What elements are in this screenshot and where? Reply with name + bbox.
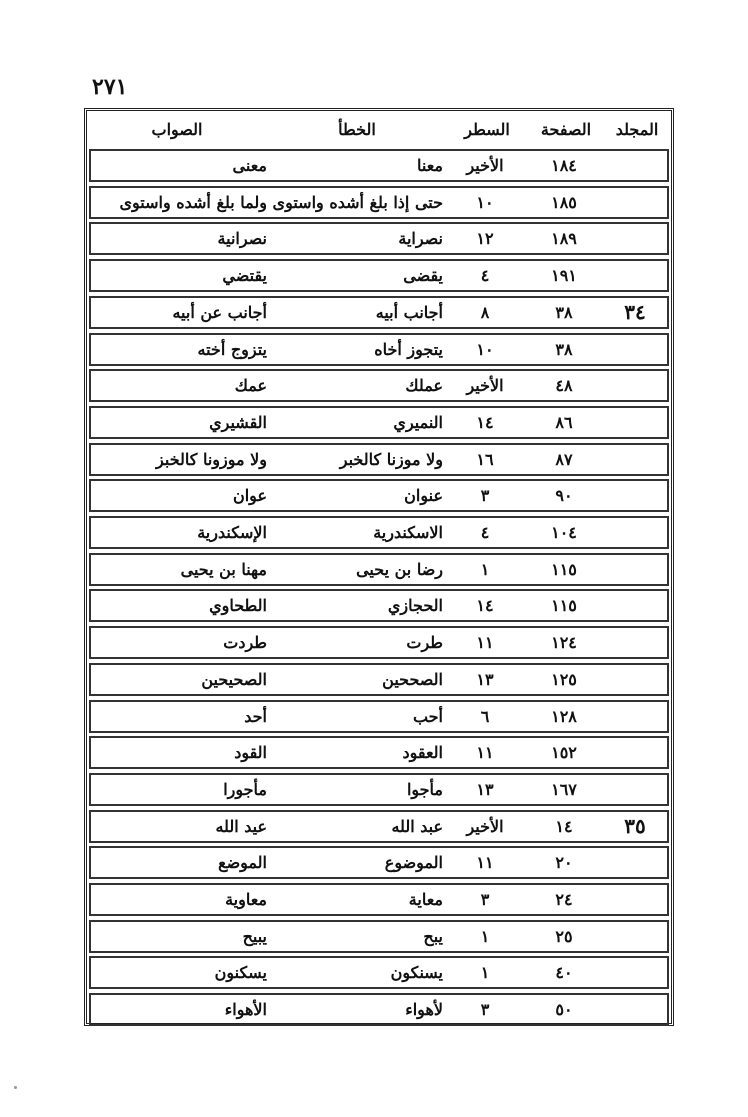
- cell-page: ٣٨: [555, 302, 573, 322]
- table-row: [89, 296, 669, 329]
- table-header-row: [89, 113, 669, 146]
- cell-volume: [603, 445, 667, 474]
- cell-line: ٣: [480, 486, 490, 506]
- errata-table: [84, 108, 674, 1026]
- cell-volume: [603, 261, 667, 290]
- table-row: [89, 259, 669, 292]
- cell-line: الأخير: [466, 816, 504, 836]
- cell-correct: ولا موزونا كالخبز: [156, 449, 267, 469]
- cell-correct: مأجورا: [223, 779, 267, 799]
- cell-page: ١٢٨: [551, 706, 577, 726]
- cell-page: ١٠٤: [551, 523, 577, 542]
- cell-wrong: عملك: [405, 376, 443, 396]
- cell-wrong: حتى إذا بلغ أشده واستوى: [272, 192, 443, 212]
- cell-page: ١٨٤: [551, 156, 577, 175]
- cell-correct: الأهواء: [224, 1000, 267, 1020]
- cell-page: ١٤: [555, 816, 573, 836]
- cell-wrong: يسنكون: [390, 963, 443, 983]
- cell-volume: ٣٤: [624, 300, 646, 325]
- cell-correct: معاوية: [225, 890, 267, 909]
- cell-volume: ٣٥: [624, 814, 646, 839]
- cell-page: ٣٨: [555, 339, 573, 359]
- cell-volume: [603, 408, 667, 437]
- cell-wrong: الحجازي: [387, 596, 443, 616]
- cell-line: ١٢: [476, 229, 494, 249]
- cell-correct: عيد الله: [215, 816, 267, 836]
- cell-line: ١: [480, 559, 490, 579]
- cell-volume: [603, 151, 667, 180]
- cell-wrong: يقضى: [403, 266, 443, 286]
- cell-line: ١: [480, 926, 490, 946]
- cell-page: ١٨٥: [551, 192, 577, 212]
- cell-correct: طردت: [223, 633, 267, 653]
- table-row: [89, 700, 669, 733]
- cell-volume: [603, 995, 667, 1024]
- cell-correct: الموضع: [218, 853, 267, 873]
- cell-line: ١٠: [476, 192, 494, 212]
- cell-line: ١٣: [476, 779, 494, 799]
- cell-volume: [603, 481, 667, 510]
- cell-line: ١٣: [476, 669, 494, 689]
- header-wrong: الخطأ: [338, 120, 376, 139]
- cell-correct: يسكنون: [214, 963, 267, 983]
- cell-page: ٤٨: [555, 376, 573, 396]
- cell-volume: [603, 591, 667, 620]
- cell-line: ١٦: [476, 449, 494, 469]
- cell-line: ١٤: [476, 596, 494, 616]
- cell-volume: [603, 885, 667, 914]
- cell-correct: ولما بلغ أشده واستوى: [119, 192, 267, 212]
- table-row: [89, 663, 669, 696]
- cell-volume: [603, 702, 667, 731]
- table-row: [89, 222, 669, 255]
- cell-line: ١٤: [476, 412, 494, 432]
- cell-page: ١١٥: [551, 596, 577, 616]
- cell-wrong: عبد الله: [391, 816, 443, 836]
- cell-line: ١١: [476, 853, 494, 873]
- cell-line: ١١: [476, 633, 494, 653]
- header-correct: الصواب: [151, 120, 203, 139]
- cell-page: ١٦٧: [551, 779, 577, 799]
- table-row: [89, 333, 669, 366]
- cell-line: ٤: [480, 266, 490, 286]
- cell-volume: [603, 335, 667, 364]
- table-row: [89, 149, 669, 182]
- cell-correct: يقتضي: [222, 266, 267, 286]
- table-row: [89, 993, 669, 1026]
- cell-line: ١١: [476, 743, 494, 763]
- cell-wrong: رضا بن يحيى: [356, 559, 443, 579]
- header-page: الصفحة: [540, 120, 592, 139]
- table-row: [89, 810, 669, 843]
- cell-line: ٣: [480, 1000, 490, 1020]
- cell-volume: [603, 848, 667, 877]
- cell-correct: عوان: [232, 486, 267, 506]
- cell-wrong: مأجوا: [406, 779, 443, 799]
- cell-line: الأخير: [466, 156, 504, 175]
- header-volume: المجلد: [615, 120, 659, 139]
- cell-line: الأخير: [466, 376, 504, 396]
- cell-page: ١٨٩: [551, 229, 577, 249]
- cell-wrong: معاية: [408, 890, 443, 909]
- cell-volume: [603, 555, 667, 584]
- cell-line: ٨: [480, 302, 490, 322]
- cell-wrong: الصححين: [382, 669, 443, 689]
- cell-wrong: عنوان: [404, 486, 443, 506]
- cell-volume: [603, 188, 667, 217]
- cell-wrong: طرت: [406, 633, 443, 653]
- header-line: السطر: [464, 120, 510, 139]
- table-row: [89, 479, 669, 512]
- cell-correct: الصحيحين: [201, 669, 267, 689]
- table-row: [89, 883, 669, 916]
- cell-volume: [603, 665, 667, 694]
- cell-volume: [603, 922, 667, 951]
- table-row: [89, 956, 669, 989]
- cell-volume: [603, 775, 667, 804]
- table-row: [89, 369, 669, 402]
- cell-page: ٢٤: [555, 890, 573, 909]
- cell-wrong: نصراية: [398, 229, 443, 249]
- table-row: [89, 736, 669, 769]
- cell-wrong: يبح: [423, 926, 443, 946]
- cell-page: ١٥٢: [551, 743, 577, 763]
- scan-dot: [14, 1086, 17, 1089]
- cell-correct: نصرانية: [217, 229, 267, 249]
- cell-wrong: العقود: [402, 743, 443, 763]
- cell-wrong: النميري: [393, 412, 443, 432]
- cell-correct: يتزوج أخته: [197, 339, 267, 359]
- cell-volume: [603, 224, 667, 253]
- table-row: [89, 516, 669, 549]
- cell-correct: يبيح: [242, 926, 267, 946]
- cell-page: ١٩١: [551, 266, 577, 286]
- page-number: ٢٧١: [92, 74, 128, 100]
- cell-line: ٦: [480, 706, 490, 726]
- table-row: [89, 406, 669, 439]
- cell-wrong: أجانب أبيه: [375, 302, 443, 322]
- cell-volume: [603, 371, 667, 400]
- cell-correct: مهنا بن يحيى: [180, 559, 267, 579]
- table-row: [89, 626, 669, 659]
- cell-page: ١١٥: [551, 559, 577, 579]
- cell-volume: [603, 738, 667, 767]
- cell-volume: [603, 518, 667, 547]
- cell-page: ٥٠: [555, 1000, 573, 1020]
- cell-correct: الإسكندرية: [197, 523, 267, 542]
- cell-wrong: ولا موزنا كالخبر: [339, 449, 443, 469]
- table-row: [89, 589, 669, 622]
- cell-correct: أحد: [244, 706, 267, 726]
- table-row: [89, 773, 669, 806]
- cell-page: ٨٧: [555, 449, 573, 469]
- cell-wrong: لأهواء: [405, 1000, 443, 1020]
- cell-wrong: الاسكندرية: [373, 523, 443, 542]
- cell-wrong: الموضوع: [384, 853, 443, 873]
- cell-page: ٩٠: [555, 486, 573, 506]
- cell-correct: معنى: [232, 156, 267, 175]
- cell-line: ٤: [480, 523, 490, 542]
- cell-correct: عمك: [234, 376, 267, 396]
- cell-correct: القشيري: [209, 412, 267, 432]
- cell-line: ١٠: [476, 339, 494, 359]
- cell-page: ٨٦: [555, 412, 573, 432]
- cell-page: ٢٥: [555, 926, 573, 946]
- table-row: [89, 920, 669, 953]
- cell-page: ١٢٥: [551, 669, 577, 689]
- table-row: [89, 443, 669, 476]
- table-row: [89, 186, 669, 219]
- cell-correct: الطحاوي: [209, 596, 267, 616]
- table-row: [89, 846, 669, 879]
- cell-wrong: معنا: [417, 156, 443, 175]
- cell-page: ١٢٤: [551, 633, 577, 653]
- cell-wrong: يتجوز أخاه: [374, 339, 443, 359]
- cell-line: ٣: [480, 890, 490, 909]
- cell-page: ٤٠: [555, 963, 573, 983]
- cell-wrong: أحب: [412, 706, 443, 726]
- cell-volume: [603, 958, 667, 987]
- cell-line: ١: [480, 963, 490, 983]
- cell-correct: أجانب عن أبيه: [172, 302, 267, 322]
- cell-page: ٢٠: [555, 853, 573, 873]
- cell-volume: [603, 628, 667, 657]
- table-row: [89, 553, 669, 586]
- cell-correct: القود: [234, 743, 267, 763]
